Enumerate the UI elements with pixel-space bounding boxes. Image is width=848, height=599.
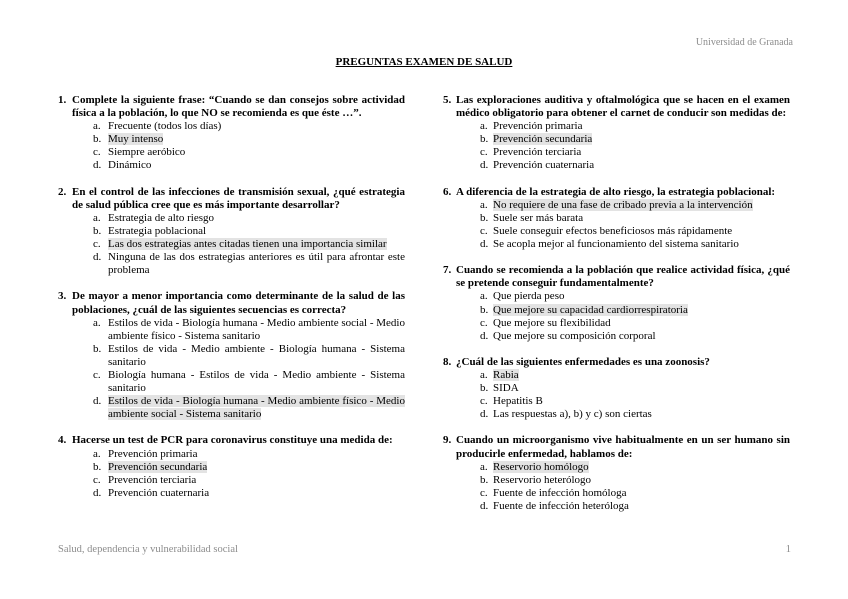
option-c bbox=[443, 146, 790, 159]
question-text: A diferencia de la estrategia de alto riesgo, la estrategia poblacional: bbox=[456, 185, 776, 198]
option-c bbox=[443, 317, 790, 330]
option-letter: a. bbox=[480, 120, 488, 133]
question-header bbox=[58, 186, 405, 212]
option-a bbox=[443, 290, 790, 303]
page-title bbox=[0, 56, 848, 69]
footer-course: Salud, dependencia y vulnerabilidad social bbox=[58, 544, 238, 555]
option-letter: b. bbox=[93, 460, 102, 473]
option-a bbox=[58, 120, 405, 133]
option-b bbox=[58, 461, 405, 474]
option-text: Estilos de vida - Medio ambiente - Biología humana - Sistema sanitario bbox=[108, 342, 405, 368]
question-number: 7. bbox=[443, 264, 452, 277]
option-letter: c. bbox=[480, 316, 488, 329]
question-text: Cuando se recomienda a la población que realice actividad física, ¿qué se pretende conseguir fundamentalmente? bbox=[456, 264, 790, 290]
question-6 bbox=[443, 186, 790, 251]
option-d bbox=[443, 330, 790, 343]
option-letter: b. bbox=[480, 303, 489, 316]
option-text: No requiere de una fase de cribado previa a la intervención bbox=[493, 198, 753, 211]
option-d bbox=[58, 487, 405, 500]
question-header bbox=[443, 434, 790, 460]
option-a bbox=[58, 317, 405, 343]
option-text: Prevención primaria bbox=[493, 120, 583, 133]
question-number: 6. bbox=[443, 185, 452, 198]
option-d bbox=[443, 408, 790, 421]
option-text: Prevención secundaria bbox=[108, 460, 208, 473]
question-header bbox=[58, 290, 405, 316]
question-text: Complete la siguiente frase: “Cuando se dan consejos sobre actividad física a la población, lo que NO se recomienda es que éste …”. bbox=[72, 94, 405, 120]
option-d bbox=[443, 500, 790, 513]
option-text: Las dos estrategias antes citadas tienen una importancia similar bbox=[108, 238, 387, 251]
question-header bbox=[443, 264, 790, 290]
option-text: Prevención secundaria bbox=[493, 133, 593, 146]
option-c bbox=[58, 146, 405, 159]
option-text: Prevención cuaternaria bbox=[108, 486, 210, 499]
question-7 bbox=[443, 264, 790, 343]
option-c bbox=[443, 487, 790, 500]
question-header bbox=[58, 434, 405, 447]
option-text: Prevención terciaria bbox=[108, 473, 197, 486]
option-text: Estilos de vida - Biología humana - Medio ambiente social - Medio ambiente físico - Sistema sanitario bbox=[108, 316, 405, 342]
question-number: 2. bbox=[58, 185, 67, 198]
option-text: Hepatitis B bbox=[493, 395, 543, 408]
option-d bbox=[58, 395, 405, 421]
question-4 bbox=[58, 434, 405, 499]
option-b bbox=[443, 133, 790, 146]
option-text: Rabia bbox=[493, 368, 519, 381]
option-text: Fuente de infección heteróloga bbox=[493, 499, 629, 512]
question-2 bbox=[58, 186, 405, 278]
option-letter: d. bbox=[480, 329, 489, 342]
option-a bbox=[58, 448, 405, 461]
option-d bbox=[443, 159, 790, 172]
option-letter: c. bbox=[93, 238, 101, 251]
question-number: 3. bbox=[58, 290, 67, 303]
option-b bbox=[58, 133, 405, 146]
option-letter: c. bbox=[480, 395, 488, 408]
option-d bbox=[58, 159, 405, 172]
option-letter: b. bbox=[93, 342, 102, 355]
question-1 bbox=[58, 94, 405, 173]
option-letter: d. bbox=[93, 395, 102, 408]
question-number: 8. bbox=[443, 355, 452, 368]
option-text: Estilos de vida - Biología humana - Medio ambiente físico - Medio ambiente social - Sistema sanitario bbox=[108, 395, 405, 421]
question-9 bbox=[443, 434, 790, 513]
option-letter: a. bbox=[480, 198, 488, 211]
option-text: Biología humana - Estilos de vida - Medio ambiente - Sistema sanitario bbox=[108, 368, 405, 395]
option-text: Las respuestas a), b) y c) son ciertas bbox=[493, 408, 652, 421]
question-number: 4. bbox=[58, 434, 67, 447]
option-letter: a. bbox=[480, 290, 488, 303]
option-letter: b. bbox=[480, 133, 489, 146]
option-letter: d. bbox=[480, 499, 489, 512]
question-number: 9. bbox=[443, 434, 452, 447]
option-c bbox=[58, 474, 405, 487]
option-text: Estrategia poblacional bbox=[108, 224, 207, 237]
question-header bbox=[443, 186, 790, 199]
question-text: Hacerse un test de PCR para coronavirus constituye una medida de: bbox=[72, 434, 393, 447]
header-institution: Universidad de Granada bbox=[695, 37, 793, 48]
option-d bbox=[58, 251, 405, 277]
question-text: Las exploraciones auditiva y oftalmológica que se hacen en el examen médico obligatorio para obtener el carnet de conducir son medidas de: bbox=[456, 94, 790, 120]
page-title-text: PREGUNTAS EXAMEN DE SALUD bbox=[335, 56, 513, 68]
option-letter: a. bbox=[93, 120, 101, 133]
option-letter: a. bbox=[480, 368, 488, 381]
option-a bbox=[58, 212, 405, 225]
option-text: Dinámico bbox=[108, 159, 152, 172]
option-text: Se acopla mejor al funcionamiento del sistema sanitario bbox=[493, 238, 739, 251]
question-8 bbox=[443, 356, 790, 421]
option-letter: d. bbox=[93, 251, 102, 264]
option-letter: a. bbox=[93, 316, 101, 329]
option-text: Ninguna de las dos estrategias anteriores es útil para afrontar este problema bbox=[108, 251, 405, 277]
option-letter: c. bbox=[93, 146, 101, 159]
left-column bbox=[58, 94, 405, 513]
option-text: Que mejore su flexibilidad bbox=[493, 316, 611, 329]
option-text: Que mejore su composición corporal bbox=[493, 329, 656, 342]
question-5 bbox=[443, 94, 790, 173]
option-letter: d. bbox=[93, 486, 102, 499]
option-letter: d. bbox=[480, 408, 489, 421]
right-column bbox=[443, 94, 790, 526]
question-text: ¿Cuál de las siguientes enfermedades es una zoonosis? bbox=[456, 355, 710, 368]
option-text: Siempre aeróbico bbox=[108, 146, 186, 159]
option-text: Frecuente (todos los días) bbox=[108, 120, 222, 133]
question-header bbox=[58, 94, 405, 120]
option-letter: c. bbox=[480, 146, 488, 159]
option-letter: c. bbox=[480, 486, 488, 499]
option-letter: c. bbox=[480, 224, 488, 237]
page-number: 1 bbox=[785, 544, 791, 555]
option-letter: b. bbox=[480, 473, 489, 486]
option-letter: a. bbox=[93, 447, 101, 460]
option-letter: d. bbox=[93, 159, 102, 172]
option-c bbox=[443, 395, 790, 408]
option-letter: b. bbox=[480, 382, 489, 395]
option-letter: b. bbox=[93, 224, 102, 237]
option-text: Suele conseguir efectos beneficiosos más rápidamente bbox=[493, 224, 733, 237]
option-text: Prevención terciaria bbox=[493, 146, 582, 159]
option-text: Prevención cuaternaria bbox=[493, 159, 595, 172]
option-c bbox=[58, 238, 405, 251]
option-text: Que mejore su capacidad cardiorrespiratoria bbox=[493, 303, 688, 316]
option-a bbox=[443, 461, 790, 474]
question-header bbox=[443, 94, 790, 120]
question-text: En el control de las infecciones de transmisión sexual, ¿qué estrategia de salud pública cree que es más importante desarrollar? bbox=[72, 185, 405, 211]
option-text: Estrategia de alto riesgo bbox=[108, 211, 214, 224]
question-header bbox=[443, 356, 790, 369]
option-text: Que pierda peso bbox=[493, 290, 565, 303]
option-d bbox=[443, 238, 790, 251]
question-text: De mayor a menor importancia como determinante de la salud de las poblaciones, ¿cuál de las siguientes secuencias es correcta? bbox=[72, 290, 405, 316]
option-letter: c. bbox=[93, 473, 101, 486]
option-b bbox=[58, 225, 405, 238]
option-text: Prevención primaria bbox=[108, 447, 198, 460]
option-b bbox=[443, 304, 790, 317]
question-3 bbox=[58, 290, 405, 421]
option-text: Fuente de infección homóloga bbox=[493, 486, 627, 499]
option-letter: a. bbox=[93, 211, 101, 224]
option-a bbox=[443, 369, 790, 382]
option-a bbox=[443, 120, 790, 133]
option-c bbox=[443, 225, 790, 238]
option-text: SIDA bbox=[493, 382, 519, 395]
option-text: Reservorio heterólogo bbox=[493, 473, 592, 486]
option-b bbox=[443, 474, 790, 487]
option-text: Reservorio homólogo bbox=[493, 460, 589, 473]
option-letter: b. bbox=[480, 211, 489, 224]
option-text: Suele ser más barata bbox=[493, 211, 584, 224]
question-text: Cuando un microorganismo vive habitualmente en un ser humano sin producirle enfermedad, hablamos de: bbox=[456, 434, 790, 460]
option-b bbox=[443, 382, 790, 395]
option-b bbox=[58, 343, 405, 369]
option-a bbox=[443, 199, 790, 212]
option-letter: d. bbox=[480, 159, 489, 172]
option-letter: a. bbox=[480, 460, 488, 473]
option-text: Muy intenso bbox=[108, 133, 164, 146]
option-letter: c. bbox=[93, 368, 101, 381]
option-b bbox=[443, 212, 790, 225]
option-c bbox=[58, 369, 405, 395]
question-number: 1. bbox=[58, 94, 67, 106]
option-letter: b. bbox=[93, 133, 102, 146]
option-letter: d. bbox=[480, 238, 489, 251]
question-number: 5. bbox=[443, 94, 452, 106]
